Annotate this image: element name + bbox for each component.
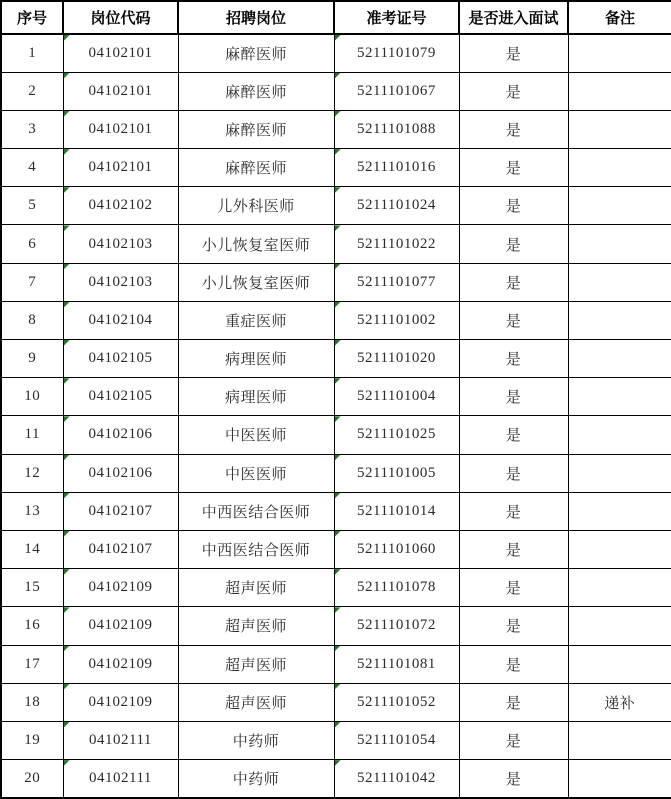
cell-text: 是 xyxy=(505,657,522,674)
cell-position xyxy=(178,683,334,721)
cell-index xyxy=(1,378,63,416)
number-as-text-flag-icon xyxy=(335,340,341,346)
cell-text: 04102105 xyxy=(88,350,153,367)
cell-position xyxy=(178,645,334,683)
cell-text: 6 xyxy=(28,235,37,252)
cell-text: 是 xyxy=(505,543,522,560)
cell-index xyxy=(1,530,63,568)
number-as-text-flag-icon xyxy=(64,225,70,231)
cell-text: 04102104 xyxy=(88,311,153,328)
table-row xyxy=(1,760,671,798)
cell-text: 04102103 xyxy=(88,235,153,252)
number-as-text-flag-icon xyxy=(335,111,341,117)
cell-text: 重症医师 xyxy=(224,313,287,330)
cell-text: 04102102 xyxy=(88,197,153,214)
number-as-text-flag-icon xyxy=(64,149,70,155)
table-row xyxy=(1,416,671,454)
number-as-text-flag-icon xyxy=(64,302,70,308)
number-as-text-flag-icon xyxy=(335,646,341,652)
header-ticket-no: 准考证号 xyxy=(334,1,459,34)
cell-text: 是 xyxy=(505,122,522,139)
cell-ticket-no xyxy=(334,416,459,454)
cell-remark xyxy=(568,416,671,454)
cell-text: 中医医师 xyxy=(224,428,287,445)
cell-index xyxy=(1,569,63,607)
table-row xyxy=(1,683,671,721)
cell-text: 是 xyxy=(505,733,522,750)
cell-text: 中西医结合医师 xyxy=(201,504,311,521)
cell-text: 超声医师 xyxy=(224,695,287,712)
cell-text: 04102109 xyxy=(88,693,153,710)
cell-position xyxy=(178,607,334,645)
cell-index xyxy=(1,645,63,683)
cell-text: 16 xyxy=(24,617,41,634)
number-as-text-flag-icon xyxy=(335,531,341,537)
cell-index xyxy=(1,225,63,263)
cell-text: 13 xyxy=(24,502,41,519)
number-as-text-flag-icon xyxy=(64,187,70,193)
table-row xyxy=(1,530,671,568)
cell-text: 5211101081 xyxy=(357,655,436,672)
cell-text: 3 xyxy=(28,120,37,137)
table-row xyxy=(1,301,671,339)
cell-text: 5211101054 xyxy=(357,731,436,748)
header-remark: 备注 xyxy=(568,1,671,34)
cell-index xyxy=(1,607,63,645)
cell-interview xyxy=(459,569,568,607)
cell-text: 是 xyxy=(505,237,522,254)
header-position: 招聘岗位 xyxy=(178,1,334,34)
cell-text: 5211101088 xyxy=(357,120,436,137)
number-as-text-flag-icon xyxy=(64,340,70,346)
cell-text: 2 xyxy=(28,82,37,99)
cell-job-code xyxy=(63,225,178,263)
cell-job-code xyxy=(63,187,178,225)
cell-job-code xyxy=(63,569,178,607)
cell-remark xyxy=(568,569,671,607)
cell-ticket-no xyxy=(334,454,459,492)
number-as-text-flag-icon xyxy=(64,646,70,652)
cell-text: 是 xyxy=(505,466,522,483)
number-as-text-flag-icon xyxy=(64,684,70,690)
cell-remark xyxy=(568,454,671,492)
cell-remark xyxy=(568,721,671,759)
cell-text: 19 xyxy=(24,731,41,748)
cell-position xyxy=(178,149,334,187)
cell-ticket-no xyxy=(334,569,459,607)
cell-text: 10 xyxy=(24,388,41,405)
cell-text: 是 xyxy=(505,695,522,712)
cell-text: 5211101067 xyxy=(357,82,436,99)
number-as-text-flag-icon xyxy=(64,531,70,537)
cell-remark xyxy=(568,530,671,568)
cell-job-code xyxy=(63,301,178,339)
table-row xyxy=(1,34,671,72)
cell-text: 麻醉医师 xyxy=(224,46,287,63)
cell-text: 5211101016 xyxy=(357,159,436,176)
cell-ticket-no xyxy=(334,110,459,148)
cell-index xyxy=(1,187,63,225)
cell-interview xyxy=(459,607,568,645)
cell-text: 是 xyxy=(505,619,522,636)
cell-position xyxy=(178,110,334,148)
cell-text: 病理医师 xyxy=(224,352,287,369)
header-interview: 是否进入面试 xyxy=(459,1,568,34)
cell-ticket-no xyxy=(334,683,459,721)
cell-interview xyxy=(459,530,568,568)
number-as-text-flag-icon xyxy=(64,569,70,575)
header-row xyxy=(1,1,671,34)
cell-remark xyxy=(568,149,671,187)
cell-text: 04102106 xyxy=(88,464,153,481)
cell-remark xyxy=(568,187,671,225)
cell-text: 1 xyxy=(28,44,37,61)
table-row xyxy=(1,721,671,759)
cell-interview xyxy=(459,340,568,378)
table-row xyxy=(1,72,671,110)
cell-text: 14 xyxy=(24,541,41,558)
cell-index xyxy=(1,416,63,454)
cell-interview xyxy=(459,263,568,301)
cell-interview xyxy=(459,187,568,225)
cell-job-code xyxy=(63,340,178,378)
cell-remark xyxy=(568,110,671,148)
cell-position xyxy=(178,263,334,301)
cell-text: 5211101072 xyxy=(357,617,436,634)
cell-remark xyxy=(568,760,671,798)
number-as-text-flag-icon xyxy=(335,225,341,231)
cell-remark xyxy=(568,72,671,110)
number-as-text-flag-icon xyxy=(335,187,341,193)
cell-ticket-no xyxy=(334,760,459,798)
table-row xyxy=(1,378,671,416)
cell-position xyxy=(178,454,334,492)
cell-text: 麻醉医师 xyxy=(224,84,287,101)
cell-text: 5211101004 xyxy=(357,388,436,405)
cell-text: 儿外科医师 xyxy=(217,199,295,216)
cell-job-code xyxy=(63,110,178,148)
cell-index xyxy=(1,72,63,110)
cell-ticket-no xyxy=(334,149,459,187)
cell-ticket-no xyxy=(334,225,459,263)
cell-ticket-no xyxy=(334,530,459,568)
cell-text: 04102101 xyxy=(88,44,153,61)
cell-position xyxy=(178,721,334,759)
cell-text: 04102109 xyxy=(88,579,153,596)
header-job-code: 岗位代码 xyxy=(63,1,178,34)
cell-text: 是 xyxy=(505,161,522,178)
cell-interview xyxy=(459,721,568,759)
cell-text: 12 xyxy=(24,464,41,481)
cell-text: 超声医师 xyxy=(224,657,287,674)
cell-interview xyxy=(459,645,568,683)
cell-ticket-no xyxy=(334,263,459,301)
cell-ticket-no xyxy=(334,72,459,110)
cell-ticket-no xyxy=(334,34,459,72)
cell-index xyxy=(1,683,63,721)
cell-position xyxy=(178,225,334,263)
cell-index xyxy=(1,454,63,492)
cell-position xyxy=(178,760,334,798)
cell-index xyxy=(1,34,63,72)
cell-text: 04102101 xyxy=(88,82,153,99)
cell-text: 5211101060 xyxy=(357,541,436,558)
cell-remark xyxy=(568,34,671,72)
number-as-text-flag-icon xyxy=(64,35,70,41)
header-index: 序号 xyxy=(1,1,63,34)
number-as-text-flag-icon xyxy=(64,607,70,613)
table-row xyxy=(1,110,671,148)
cell-text: 5211101078 xyxy=(357,579,436,596)
cell-interview xyxy=(459,149,568,187)
number-as-text-flag-icon xyxy=(64,722,70,728)
cell-interview xyxy=(459,110,568,148)
cell-text: 5211101079 xyxy=(357,44,436,61)
table-row xyxy=(1,454,671,492)
cell-ticket-no xyxy=(334,721,459,759)
cell-text: 5211101052 xyxy=(357,693,436,710)
cell-position xyxy=(178,569,334,607)
cell-text: 病理医师 xyxy=(224,390,287,407)
number-as-text-flag-icon xyxy=(64,455,70,461)
cell-text: 04102101 xyxy=(88,159,153,176)
cell-job-code xyxy=(63,72,178,110)
cell-text: 04102111 xyxy=(89,769,152,786)
cell-ticket-no xyxy=(334,607,459,645)
cell-index xyxy=(1,301,63,339)
cell-text: 7 xyxy=(28,273,37,290)
cell-remark xyxy=(568,492,671,530)
cell-remark xyxy=(568,607,671,645)
table-row xyxy=(1,225,671,263)
cell-text: 04102101 xyxy=(88,120,153,137)
cell-remark xyxy=(568,301,671,339)
cell-index xyxy=(1,492,63,530)
cell-text: 中药师 xyxy=(232,771,280,788)
table-row xyxy=(1,492,671,530)
cell-remark xyxy=(568,263,671,301)
cell-interview xyxy=(459,416,568,454)
cell-job-code xyxy=(63,607,178,645)
cell-text: 4 xyxy=(28,159,37,176)
cell-interview xyxy=(459,454,568,492)
cell-text: 04102109 xyxy=(88,655,153,672)
cell-text: 超声医师 xyxy=(224,581,287,598)
cell-job-code xyxy=(63,454,178,492)
cell-ticket-no xyxy=(334,301,459,339)
cell-text: 是 xyxy=(505,46,522,63)
number-as-text-flag-icon xyxy=(335,455,341,461)
cell-text: 15 xyxy=(24,579,41,596)
table-row xyxy=(1,645,671,683)
cell-position xyxy=(178,34,334,72)
table-row xyxy=(1,569,671,607)
cell-job-code xyxy=(63,721,178,759)
cell-text: 04102106 xyxy=(88,426,153,443)
table-row xyxy=(1,187,671,225)
cell-ticket-no xyxy=(334,187,459,225)
cell-text: 20 xyxy=(24,769,41,786)
cell-text: 5211101005 xyxy=(357,464,436,481)
cell-remark xyxy=(568,683,671,721)
cell-text: 超声医师 xyxy=(224,619,287,636)
number-as-text-flag-icon xyxy=(335,302,341,308)
cell-job-code xyxy=(63,416,178,454)
number-as-text-flag-icon xyxy=(335,416,341,422)
cell-text: 5211101002 xyxy=(357,311,436,328)
cell-text: 是 xyxy=(505,275,522,292)
cell-ticket-no xyxy=(334,378,459,416)
number-as-text-flag-icon xyxy=(335,722,341,728)
table-row xyxy=(1,340,671,378)
cell-interview xyxy=(459,301,568,339)
cell-job-code xyxy=(63,492,178,530)
number-as-text-flag-icon xyxy=(335,73,341,79)
cell-text: 5211101042 xyxy=(357,769,436,786)
number-as-text-flag-icon xyxy=(335,684,341,690)
number-as-text-flag-icon xyxy=(335,760,341,766)
cell-interview xyxy=(459,378,568,416)
cell-text: 中医医师 xyxy=(224,466,287,483)
cell-job-code xyxy=(63,378,178,416)
cell-index xyxy=(1,149,63,187)
cell-text: 5211101022 xyxy=(357,235,436,252)
number-as-text-flag-icon xyxy=(335,35,341,41)
cell-text: 递补 xyxy=(604,695,636,712)
cell-job-code xyxy=(63,645,178,683)
cell-text: 中药师 xyxy=(232,733,280,750)
cell-text: 17 xyxy=(24,655,41,672)
number-as-text-flag-icon xyxy=(64,416,70,422)
cell-text: 04102107 xyxy=(88,541,153,558)
cell-position xyxy=(178,72,334,110)
cell-text: 5211101024 xyxy=(357,197,436,214)
number-as-text-flag-icon xyxy=(64,264,70,270)
number-as-text-flag-icon xyxy=(64,111,70,117)
cell-text: 9 xyxy=(28,350,37,367)
cell-ticket-no xyxy=(334,645,459,683)
number-as-text-flag-icon xyxy=(335,378,341,384)
cell-text: 5 xyxy=(28,197,37,214)
cell-job-code xyxy=(63,263,178,301)
cell-position xyxy=(178,301,334,339)
cell-interview xyxy=(459,492,568,530)
cell-job-code xyxy=(63,683,178,721)
number-as-text-flag-icon xyxy=(335,569,341,575)
cell-text: 11 xyxy=(24,426,40,443)
table-row xyxy=(1,263,671,301)
cell-text: 8 xyxy=(28,311,37,328)
cell-text: 是 xyxy=(505,84,522,101)
cell-text: 5211101077 xyxy=(357,273,436,290)
number-as-text-flag-icon xyxy=(335,493,341,499)
number-as-text-flag-icon xyxy=(335,607,341,613)
cell-interview xyxy=(459,683,568,721)
cell-text: 18 xyxy=(24,693,41,710)
cell-interview xyxy=(459,760,568,798)
cell-index xyxy=(1,340,63,378)
cell-ticket-no xyxy=(334,492,459,530)
cell-interview xyxy=(459,34,568,72)
cell-position xyxy=(178,416,334,454)
cell-text: 中西医结合医师 xyxy=(201,543,311,560)
table-row xyxy=(1,607,671,645)
cell-interview xyxy=(459,225,568,263)
cell-text: 是 xyxy=(505,581,522,598)
cell-index xyxy=(1,263,63,301)
number-as-text-flag-icon xyxy=(64,493,70,499)
cell-remark xyxy=(568,340,671,378)
cell-job-code xyxy=(63,530,178,568)
cell-text: 5211101020 xyxy=(357,350,436,367)
cell-index xyxy=(1,760,63,798)
number-as-text-flag-icon xyxy=(64,73,70,79)
cell-text: 小儿恢复室医师 xyxy=(201,237,311,254)
cell-text: 04102103 xyxy=(88,273,153,290)
cell-text: 是 xyxy=(505,199,522,216)
cell-position xyxy=(178,492,334,530)
cell-text: 5211101025 xyxy=(357,426,436,443)
cell-position xyxy=(178,187,334,225)
cell-remark xyxy=(568,378,671,416)
cell-remark xyxy=(568,225,671,263)
cell-position xyxy=(178,530,334,568)
cell-text: 04102107 xyxy=(88,502,153,519)
cell-ticket-no xyxy=(334,340,459,378)
cell-text: 04102111 xyxy=(89,731,152,748)
number-as-text-flag-icon xyxy=(64,760,70,766)
cell-text: 04102109 xyxy=(88,617,153,634)
cell-text: 是 xyxy=(505,313,522,330)
cell-remark xyxy=(568,645,671,683)
cell-job-code xyxy=(63,149,178,187)
table-body xyxy=(1,34,671,798)
cell-text: 是 xyxy=(505,428,522,445)
cell-text: 是 xyxy=(505,352,522,369)
cell-index xyxy=(1,110,63,148)
number-as-text-flag-icon xyxy=(335,149,341,155)
cell-position xyxy=(178,378,334,416)
cell-text: 是 xyxy=(505,390,522,407)
cell-job-code xyxy=(63,34,178,72)
cell-position xyxy=(178,340,334,378)
cell-text: 是 xyxy=(505,771,522,788)
cell-text: 5211101014 xyxy=(357,502,436,519)
number-as-text-flag-icon xyxy=(64,378,70,384)
number-as-text-flag-icon xyxy=(335,264,341,270)
cell-text: 小儿恢复室医师 xyxy=(201,275,311,292)
table-row xyxy=(1,149,671,187)
cell-text: 麻醉医师 xyxy=(224,122,287,139)
cell-text: 是 xyxy=(505,504,522,521)
cell-interview xyxy=(459,72,568,110)
cell-text: 04102105 xyxy=(88,388,153,405)
cell-job-code xyxy=(63,760,178,798)
cell-index xyxy=(1,721,63,759)
cell-text: 麻醉医师 xyxy=(224,161,287,178)
